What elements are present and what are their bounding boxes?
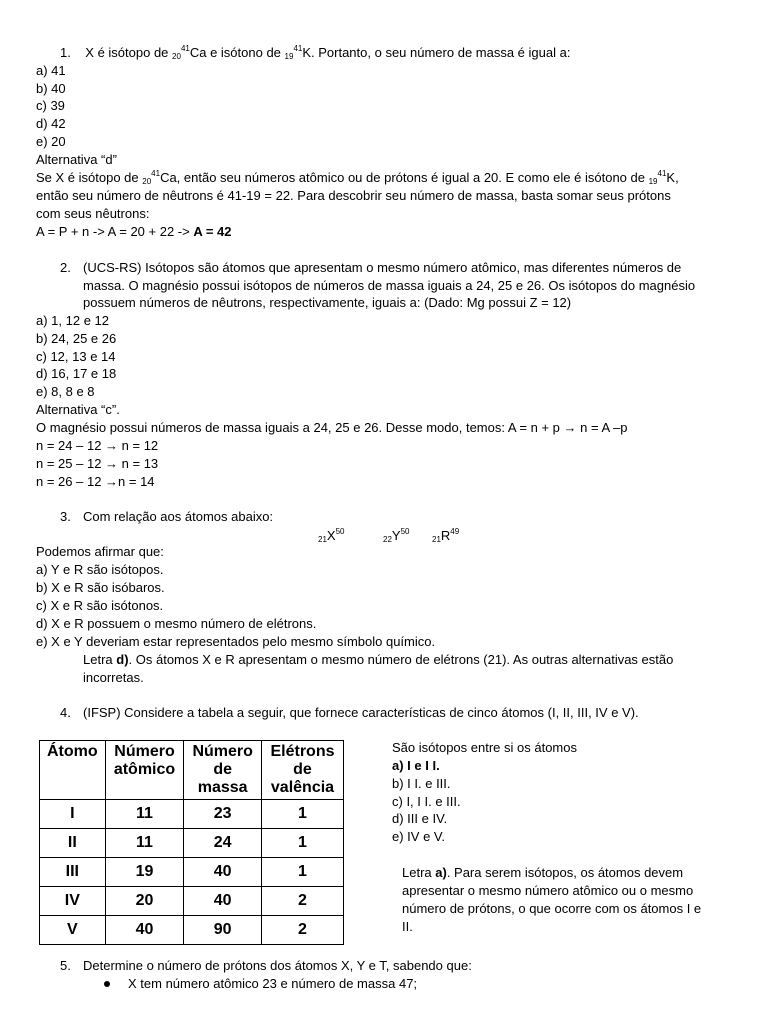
- q1-formula: A = P + n -> A = 20 + 22 -> A = 42: [36, 224, 232, 239]
- q1-explanation-line3: com seus nêutrons:: [36, 206, 150, 221]
- q2-explanation-line3: n = 25 – 12 → n = 13: [36, 456, 159, 471]
- table-cell: 40: [184, 858, 262, 887]
- q2-stem-line3: possuem números de nêutrons, respectivamente, iguais a: (Dado: Mg possui Z = 12): [83, 295, 572, 310]
- q4-answer-line2: apresentar o mesmo número atômico ou o mesmo: [402, 883, 694, 898]
- table-cell: V: [40, 916, 106, 945]
- q2-option-e: e) 8, 8 e 8: [36, 384, 95, 399]
- table-cell: 1: [261, 829, 343, 858]
- q2-stem-line2: massa. O magnésio possui isótopos de números de massa iguais a 24, 25 e 26. Os isótopos do magnésio: [83, 278, 696, 293]
- table-cell: 11: [105, 800, 184, 829]
- q3-atom-y: $_{22}Y^{50}$: [383, 527, 410, 544]
- table-cell: 1: [261, 800, 343, 829]
- q2-stem-line1: (UCS-RS) Isótopos são átomos que apresentam o mesmo número atômico, mas diferentes números de: [83, 260, 682, 275]
- table-cell: 11: [105, 829, 184, 858]
- q3-option-c: c) X e R são isótonos.: [36, 598, 164, 613]
- table-cell: 90: [184, 916, 262, 945]
- q4-stem: (IFSP) Considere a tabela a seguir, que fornece características de cinco átomos (I, II, III, IV e V).: [83, 705, 639, 720]
- table-cell: 19: [105, 858, 184, 887]
- q3-option-a: a) Y e R são isótopos.: [36, 562, 164, 577]
- q5-stem: Determine o número de prótons dos átomos X, Y e T, sabendo que:: [83, 958, 472, 973]
- table-cell: 24: [184, 829, 262, 858]
- table-cell: 2: [261, 916, 343, 945]
- q4-answer-line4: II.: [402, 919, 413, 934]
- table-header-row: [40, 741, 344, 800]
- q4-option-e: e) IV e V.: [392, 829, 445, 844]
- q4-option-b: b) I I. e III.: [392, 776, 451, 791]
- q4-number: 4.: [60, 705, 71, 720]
- q2-number: 2.: [60, 260, 71, 275]
- q3-answer-line2: incorretas.: [83, 670, 144, 685]
- q2-option-a: a) 1, 12 e 12: [36, 313, 109, 328]
- q4-option-a: a) I e I I.: [392, 758, 440, 773]
- q2-explanation-line2: n = 24 – 12 → n = 12: [36, 438, 159, 453]
- table-row: [40, 887, 344, 916]
- q4-option-c: c) I, I I. e III.: [392, 794, 461, 809]
- table-cell: IV: [40, 887, 106, 916]
- q1-option-d: d) 42: [36, 116, 66, 131]
- q5-bullet-item: X tem número atômico 23 e número de massa 47;: [128, 976, 418, 991]
- table-cell: 23: [184, 800, 262, 829]
- bullet-dot: [104, 981, 110, 987]
- q1-option-a: a) 41: [36, 63, 66, 78]
- q4-answer: Letra a). Para serem isótopos, os átomos devem: [402, 865, 684, 880]
- q3-option-e: e) X e Y deveriam estar representados pelo mesmo símbolo químico.: [36, 634, 436, 649]
- q1-explanation-line1: Se X é isótopo de $_{20}^{41}$Ca, então seu números atômico ou de prótons é igual a 20. E como ele é isótono de $_{19}^{41}$K,: [36, 169, 679, 186]
- table-cell: 2: [261, 887, 343, 916]
- q4-lead: São isótopos entre si os átomos: [392, 740, 577, 755]
- q2-answer: Alternativa “c”.: [36, 402, 120, 417]
- q3-option-b: b) X e R são isóbaros.: [36, 580, 165, 595]
- q3-answer: Letra d). Os átomos X e R apresentam o mesmo número de elétrons (21). As outras alternativas estão: [83, 652, 674, 667]
- q3-number: 3.: [60, 509, 71, 524]
- q2-explanation-line4: n = 26 – 12 →n = 14: [36, 474, 155, 489]
- q1-option-e: e) 20: [36, 134, 66, 149]
- table-cell: 20: [105, 887, 184, 916]
- atoms-table: [39, 740, 344, 945]
- q3-atom-r: $_{21}R^{49}$: [432, 527, 460, 544]
- table-cell: I: [40, 800, 106, 829]
- q2-option-c: c) 12, 13 e 14: [36, 349, 116, 364]
- q1-explanation-line2: então seu número de nêutrons é 41-19 = 22. Para descobrir seu número de massa, basta somar seus prótons: [36, 188, 671, 203]
- q1-option-c: c) 39: [36, 98, 65, 113]
- q2-option-b: b) 24, 25 e 26: [36, 331, 117, 346]
- q3-stem: Com relação aos átomos abaixo:: [83, 509, 274, 524]
- q3-option-d: d) X e R possuem o mesmo número de elétrons.: [36, 616, 317, 631]
- q3-lead: Podemos afirmar que:: [36, 544, 164, 559]
- table-cell: 40: [184, 887, 262, 916]
- header-atomo: Átomo: [40, 741, 106, 800]
- table-row: [40, 916, 344, 945]
- q2-explanation-line1: O magnésio possui números de massa iguais a 24, 25 e 26. Desse modo, temos: A = n + p → n = A –p: [36, 420, 628, 435]
- q4-answer-line3: número de prótons, o que ocorre com os átomos I e: [402, 901, 702, 916]
- q2-option-d: d) 16, 17 e 18: [36, 366, 117, 381]
- table-cell: 40: [105, 916, 184, 945]
- q4-option-d: d) III e IV.: [392, 811, 448, 826]
- q1-answer: Alternativa “d”: [36, 152, 117, 167]
- q1-option-b: b) 40: [36, 81, 66, 96]
- header-numero-de-massa: Número de massa: [184, 741, 262, 800]
- table-row: [40, 858, 344, 887]
- table-cell: 1: [261, 858, 343, 887]
- q3-atom-x: $_{21}X^{50}$: [318, 527, 345, 544]
- q1-stem: 1. X é isótopo de $_{20}^{41}$Ca e isótono de $_{19}^{41}$K. Portanto, o seu número de massa é igual a:: [60, 44, 571, 61]
- table-row: [40, 800, 344, 829]
- q5-number: 5.: [60, 958, 71, 973]
- header-numero-atomico: Número atômico: [105, 741, 184, 800]
- table-cell: III: [40, 858, 106, 887]
- table-cell: II: [40, 829, 106, 858]
- table-row: [40, 829, 344, 858]
- header-eletrons-de-valencia: Elétrons de valência: [261, 741, 343, 800]
